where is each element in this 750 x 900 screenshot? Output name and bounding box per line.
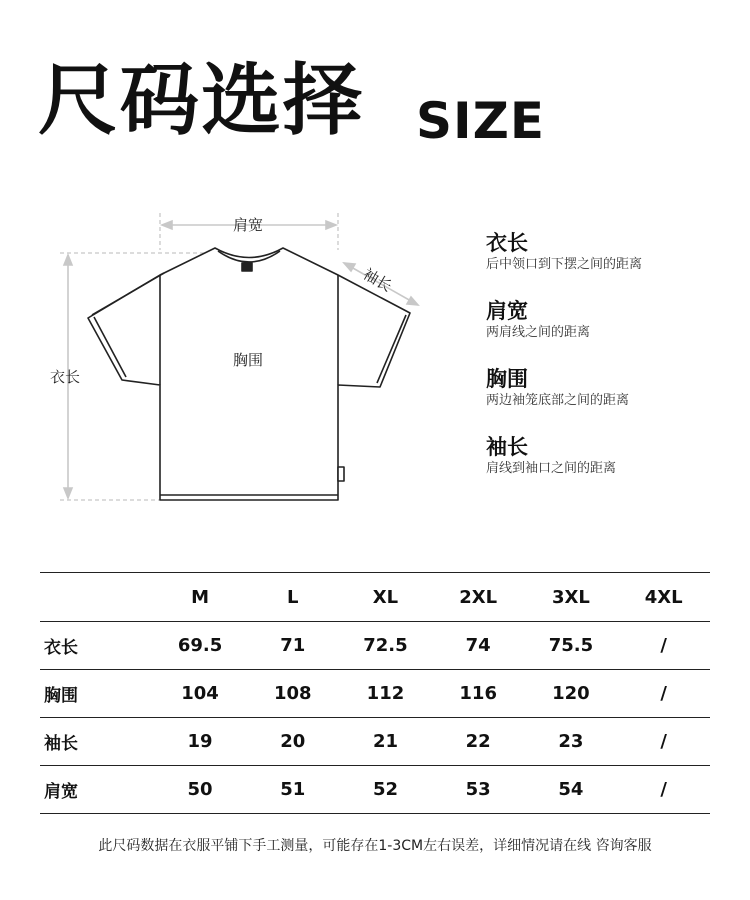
footer-note: 此尺码数据在衣服平铺下手工测量，可能存在1-3CM左右误差，详细情况请在线 咨询客服 bbox=[98, 838, 652, 854]
shoulder-label: 肩宽 bbox=[233, 216, 264, 234]
table-cell: 72.5 bbox=[363, 635, 408, 656]
page-title-en: SIZE bbox=[416, 92, 546, 150]
legend-title: 肩宽 bbox=[486, 299, 528, 323]
table-cell: / bbox=[660, 731, 667, 752]
legend-item-chest bbox=[486, 366, 736, 410]
table-cell: 50 bbox=[187, 779, 213, 800]
table-cell: 69.5 bbox=[177, 635, 223, 656]
sleeve-label: 袖长 bbox=[360, 264, 395, 296]
table-cell: 51 bbox=[280, 779, 306, 800]
table-cell: 54 bbox=[558, 779, 584, 800]
legend-desc: 后中领口到下摆之间的距离 bbox=[486, 257, 643, 272]
table-row bbox=[40, 622, 710, 670]
legend-item-length bbox=[486, 230, 736, 274]
legend-desc: 两肩线之间的距离 bbox=[486, 325, 591, 340]
table-cell: / bbox=[660, 635, 667, 656]
table-cell: 116 bbox=[459, 683, 497, 704]
table-cell: / bbox=[660, 683, 667, 704]
table-row bbox=[40, 766, 710, 814]
row-label: 衣长 bbox=[44, 638, 78, 658]
legend-desc: 肩线到袖口之间的距离 bbox=[486, 461, 617, 476]
table-cell: / bbox=[660, 779, 667, 800]
row-label: 袖长 bbox=[44, 734, 78, 754]
legend-title: 胸围 bbox=[486, 367, 528, 391]
table-cell: 53 bbox=[465, 779, 491, 800]
measurement-legend bbox=[486, 230, 736, 502]
length-label: 衣长 bbox=[50, 368, 81, 386]
tshirt-diagram bbox=[40, 195, 440, 515]
column-header: M bbox=[191, 586, 209, 608]
table-cell: 104 bbox=[181, 683, 219, 704]
table-cell: 71 bbox=[280, 635, 306, 656]
table-cell: 75.5 bbox=[548, 635, 594, 656]
tshirt-outline bbox=[88, 248, 410, 500]
neck-tag bbox=[242, 263, 252, 271]
table-row bbox=[40, 670, 710, 718]
legend-title: 袖长 bbox=[486, 435, 528, 459]
table-cell: 19 bbox=[187, 731, 213, 752]
legend-item-shoulder bbox=[486, 298, 736, 342]
chest-label: 胸围 bbox=[233, 351, 264, 369]
legend-item-sleeve bbox=[486, 434, 736, 478]
legend-title: 衣长 bbox=[486, 231, 528, 255]
row-label: 肩宽 bbox=[44, 782, 78, 802]
row-label: 胸围 bbox=[44, 686, 78, 706]
column-header: 4XL bbox=[644, 586, 683, 608]
table-cell: 112 bbox=[366, 683, 405, 704]
size-table bbox=[40, 572, 710, 814]
table-header-row bbox=[40, 572, 710, 622]
table-cell: 108 bbox=[273, 683, 312, 704]
table-cell: 74 bbox=[465, 635, 491, 656]
table-cell: 23 bbox=[558, 731, 584, 752]
table-cell: 52 bbox=[372, 779, 398, 800]
column-header: 3XL bbox=[551, 586, 590, 608]
table-cell: 20 bbox=[280, 731, 306, 752]
table-cell: 120 bbox=[552, 683, 590, 704]
column-header: XL bbox=[372, 586, 399, 608]
table-cell: 22 bbox=[465, 731, 491, 752]
side-tag bbox=[338, 467, 344, 481]
column-header: 2XL bbox=[459, 586, 498, 608]
column-header: L bbox=[287, 586, 299, 608]
table-row bbox=[40, 718, 710, 766]
page-title-cn: 尺码选择 bbox=[38, 56, 365, 146]
legend-desc: 两边袖笼底部之间的距离 bbox=[486, 393, 630, 408]
table-cell: 21 bbox=[372, 731, 398, 752]
